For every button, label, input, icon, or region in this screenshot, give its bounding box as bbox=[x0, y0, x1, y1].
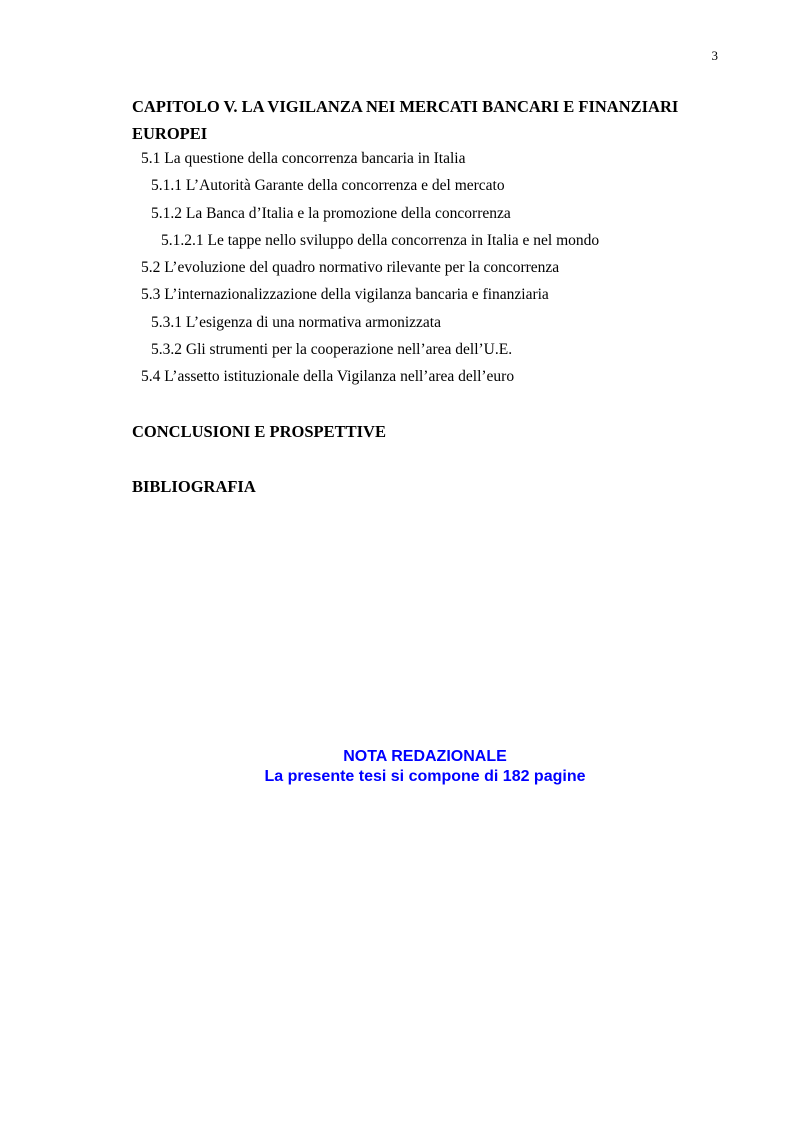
toc-item-5-4: 5.4 L’assetto istituzionale della Vigilanza nell’area dell’euro bbox=[141, 368, 515, 385]
editorial-note-text: La presente tesi si compone di 182 pagine bbox=[264, 768, 586, 785]
conclusions-heading: CONCLUSIONI E PROSPETTIVE bbox=[132, 422, 386, 441]
toc-item-5-3: 5.3 L’internazionalizzazione della vigilanza bancaria e finanziaria bbox=[141, 286, 549, 303]
editorial-note-title: NOTA REDAZIONALE bbox=[343, 748, 507, 765]
toc-item-5-3-1: 5.3.1 L’esigenza di una normativa armonizzata bbox=[151, 314, 441, 331]
toc-item-5-1-1: 5.1.1 L’Autorità Garante della concorrenza e del mercato bbox=[151, 177, 505, 194]
toc-item-5-1-2: 5.1.2 La Banca d’Italia e la promozione della concorrenza bbox=[151, 205, 511, 222]
bibliography-heading: BIBLIOGRAFIA bbox=[132, 477, 256, 496]
toc-item-5-1: 5.1 La questione della concorrenza bancaria in Italia bbox=[141, 150, 466, 167]
toc-item-5-2: 5.2 L’evoluzione del quadro normativo rilevante per la concorrenza bbox=[141, 259, 560, 276]
toc-item-5-1-2-1: 5.1.2.1 Le tappe nello sviluppo della concorrenza in Italia e nel mondo bbox=[161, 232, 600, 249]
page-number: 3 bbox=[711, 48, 718, 63]
toc-item-5-3-2: 5.3.2 Gli strumenti per la cooperazione nell’area dell’U.E. bbox=[151, 341, 513, 358]
chapter-title: CAPITOLO V. LA VIGILANZA NEI MERCATI BANCARI E FINANZIARI EUROPEI bbox=[132, 97, 679, 143]
